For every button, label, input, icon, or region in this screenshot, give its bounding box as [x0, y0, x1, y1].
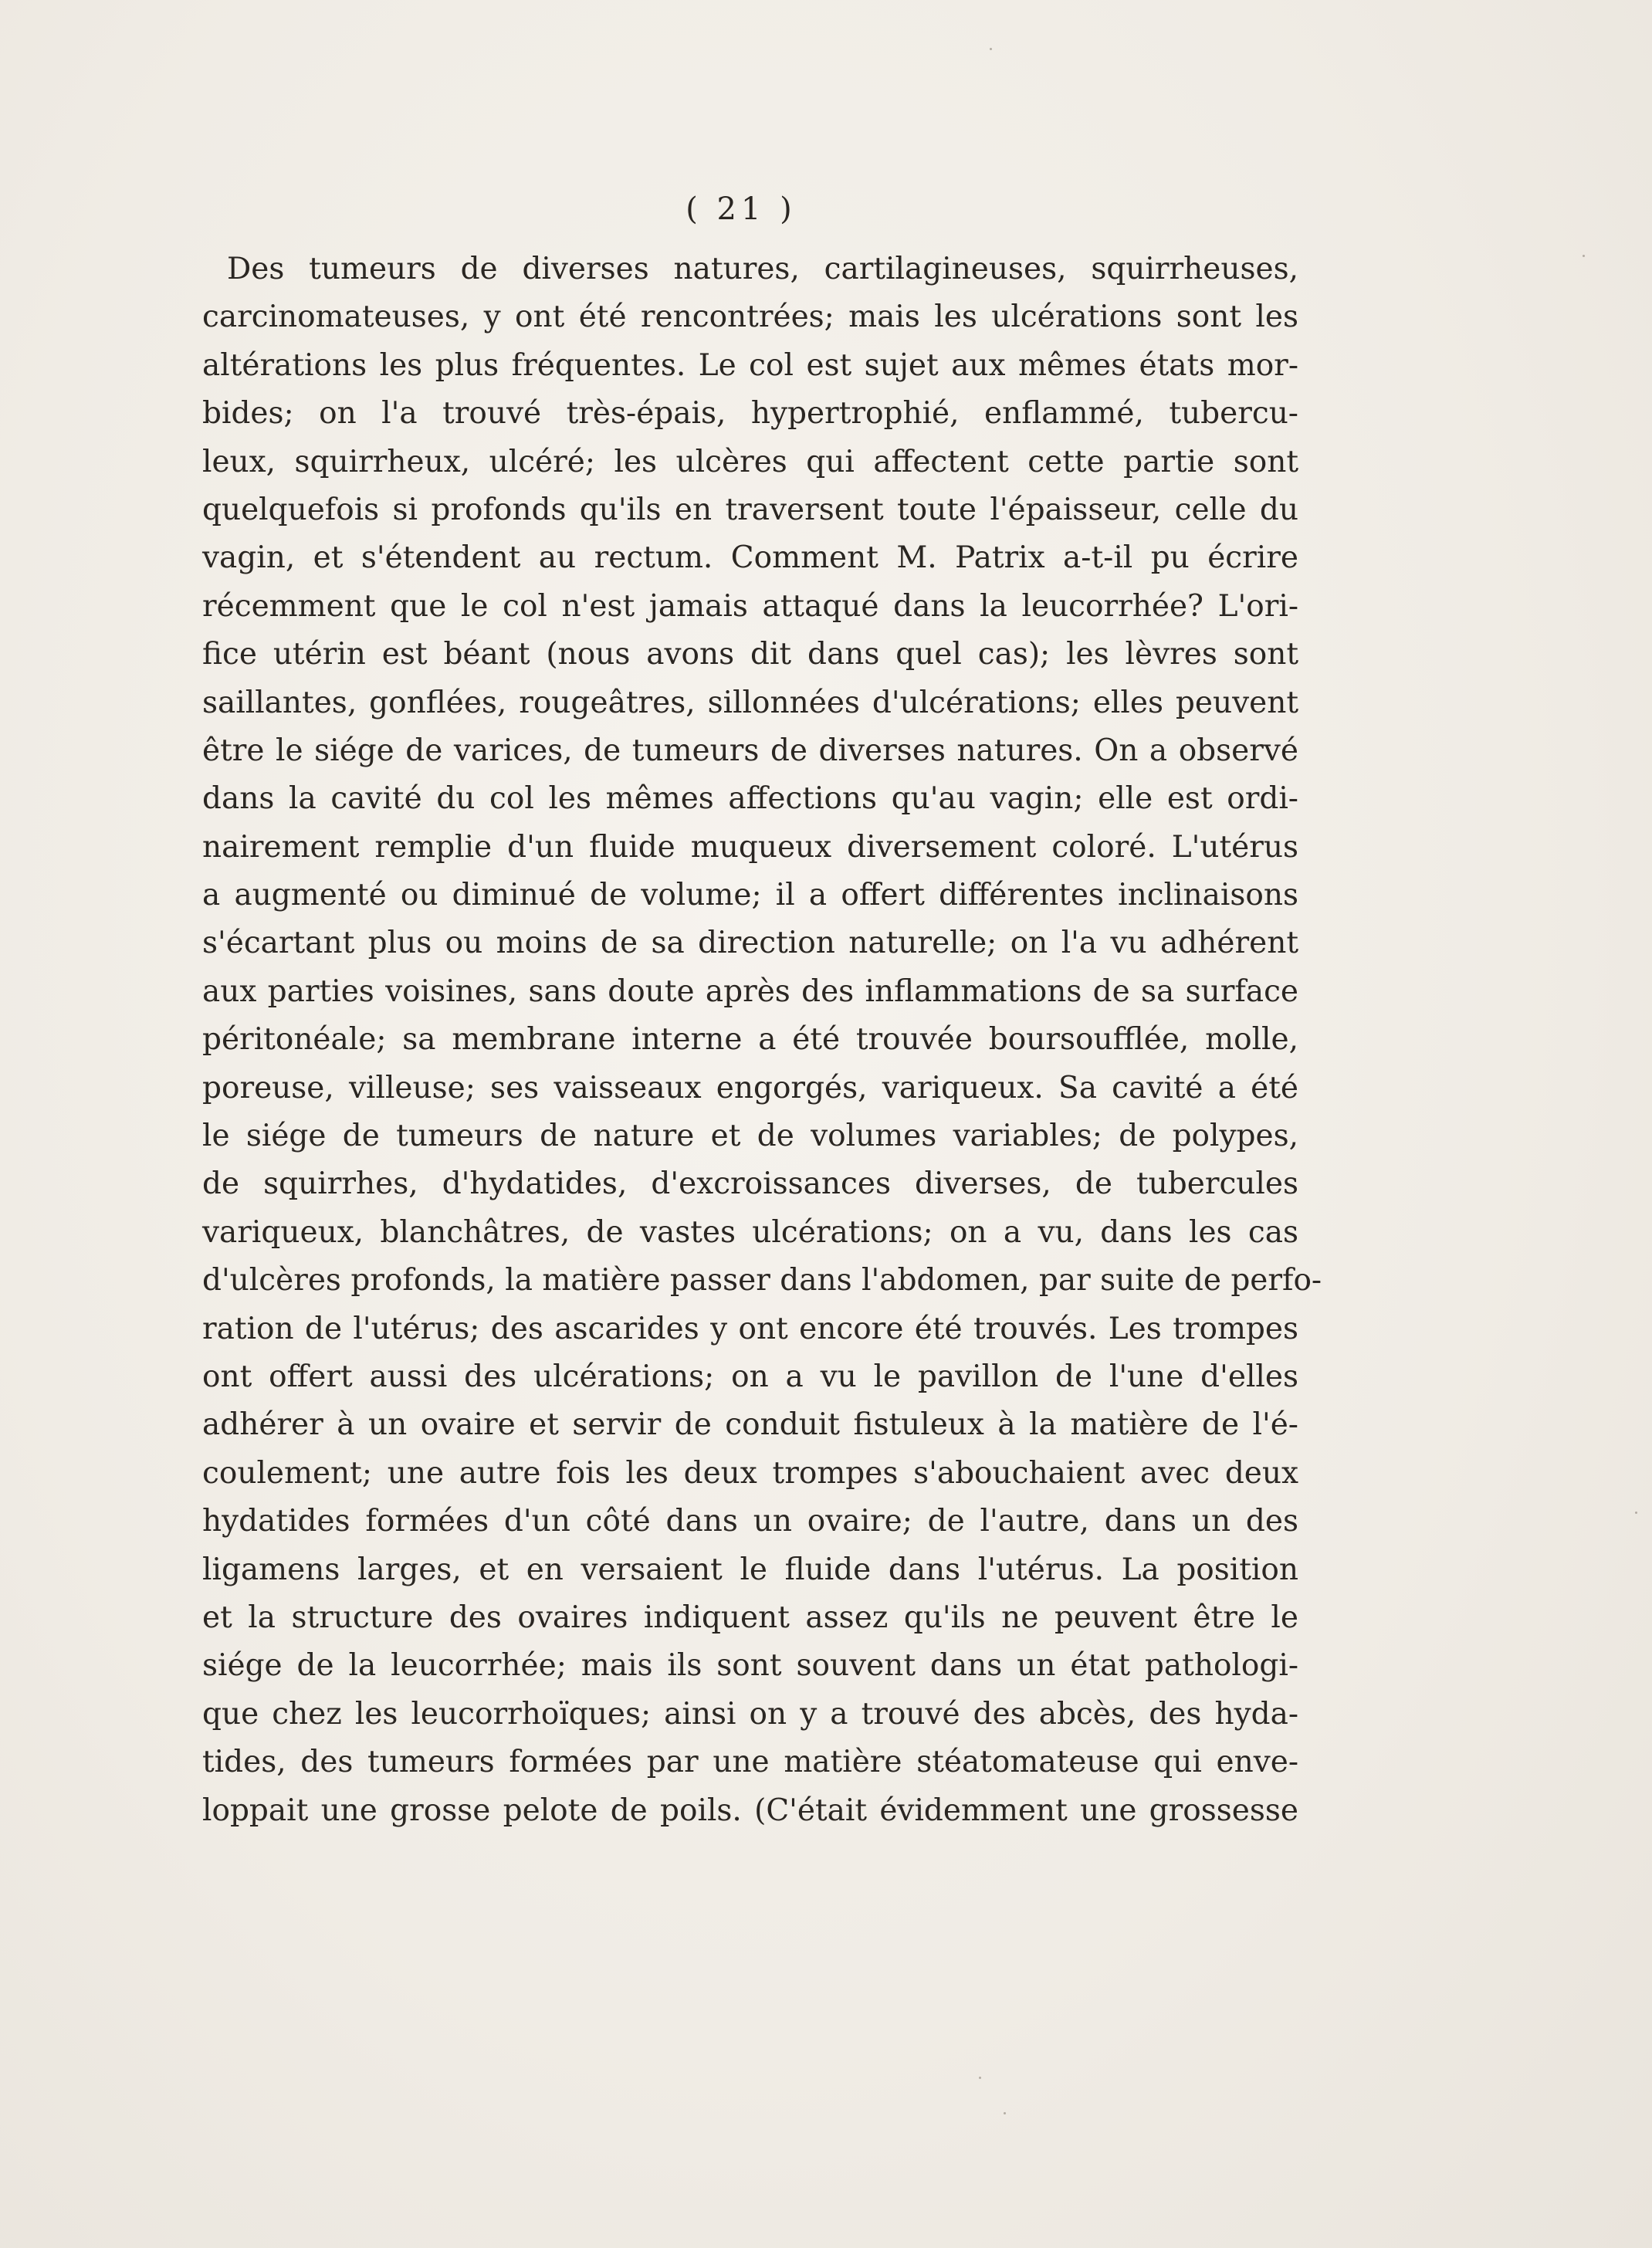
text-line: ration de l'utérus; des ascarides y ont encore été trouvés. Les trompes	[202, 1311, 1298, 1346]
text-line: ont offert aussi des ulcérations; on a vu le pavillon de l'une d'elles	[202, 1359, 1298, 1394]
body-text	[202, 245, 1322, 1835]
text-line: altérations les plus fréquentes. Le col est sujet aux mêmes états mor-	[202, 347, 1298, 383]
text-line: adhérer à un ovaire et servir de conduit fistuleux à la matière de l'é-	[202, 1407, 1298, 1443]
text-line: le siége de tumeurs de nature et de volumes variables; de polypes,	[202, 1119, 1298, 1154]
paper-speck	[1635, 1512, 1637, 1514]
paper-speck	[990, 48, 992, 50]
text-line: variqueux, blanchâtres, de vastes ulcérations; on a vu, dans les cas	[202, 1214, 1298, 1250]
text-line: hydatides formées d'un côté dans un ovaire; de l'autre, dans un des	[202, 1504, 1298, 1539]
text-line: et la structure des ovaires indiquent assez qu'ils ne peuvent être le	[202, 1600, 1298, 1635]
text-line: leux, squirrheux, ulcéré; les ulcères qui affectent cette partie sont	[202, 444, 1298, 479]
text-line: Des tumeurs de diverses natures, cartilagineuses, squirrheuses,	[227, 252, 1298, 286]
paper-speck	[1583, 255, 1585, 257]
text-line: poreuse, villeuse; ses vaisseaux engorgés, variqueux. Sa cavité a été	[202, 1070, 1298, 1105]
text-line: de squirrhes, d'hydatides, d'excroissances diverses, de tubercules	[202, 1166, 1298, 1202]
paper-speck	[979, 2077, 981, 2079]
text-line: que chez les leucorrhoïques; ainsi on y a trouvé des abcès, des hyda-	[202, 1696, 1298, 1732]
text-line: péritonéale; sa membrane interne a été trouvée boursoufflée, molle,	[202, 1022, 1298, 1058]
text-line: carcinomateuses, y ont été rencontrées; mais les ulcérations sont les	[202, 300, 1298, 335]
page-number: ( 21 )	[686, 191, 797, 227]
text-line: siége de la leucorrhée; mais ils sont souvent dans un état pathologi-	[202, 1648, 1298, 1684]
text-line: dans la cavité du col les mêmes affections qu'au vagin; elle est ordi-	[202, 781, 1298, 817]
text-line: fice utérin est béant (nous avons dit dans quel cas); les lèvres sont	[202, 637, 1298, 672]
text-line: quelquefois si profonds qu'ils en traversent toute l'épaisseur, celle du	[202, 492, 1298, 527]
text-line: s'écartant plus ou moins de sa direction naturelle; on l'a vu adhérent	[202, 926, 1298, 961]
text-line: ligamens larges, et en versaient le fluide dans l'utérus. La position	[202, 1552, 1298, 1587]
text-line: aux parties voisines, sans doute après des inflammations de sa surface	[202, 973, 1298, 1009]
text-line: coulement; une autre fois les deux trompes s'abouchaient avec deux	[202, 1455, 1298, 1491]
text-line: bides; on l'a trouvé très-épais, hypertrophié, enflammé, tubercu-	[202, 396, 1298, 432]
text-line: être le siége de varices, de tumeurs de diverses natures. On a observé	[202, 733, 1298, 768]
text-line: d'ulcères profonds, la matière passer dans l'abdomen, par suite de perfo-	[202, 1263, 1322, 1298]
text-line: vagin, et s'étendent au rectum. Comment M. Patrix a-t-il pu écrire	[202, 540, 1298, 576]
text-line: récemment que le col n'est jamais attaqué dans la leucorrhée? L'ori-	[202, 588, 1298, 624]
text-line: saillantes, gonflées, rougeâtres, sillonnées d'ulcérations; elles peuvent	[202, 685, 1298, 720]
text-line: a augmenté ou diminué de volume; il a offert différentes inclinaisons	[202, 878, 1298, 913]
paper-speck	[1004, 2112, 1006, 2114]
text-line: nairement remplie d'un fluide muqueux diversement coloré. L'utérus	[202, 829, 1298, 865]
text-line: loppait une grosse pelote de poils. (C'était évidemment une grossesse	[202, 1793, 1298, 1828]
text-line: tides, des tumeurs formées par une matière stéatomateuse qui enve-	[202, 1745, 1298, 1780]
